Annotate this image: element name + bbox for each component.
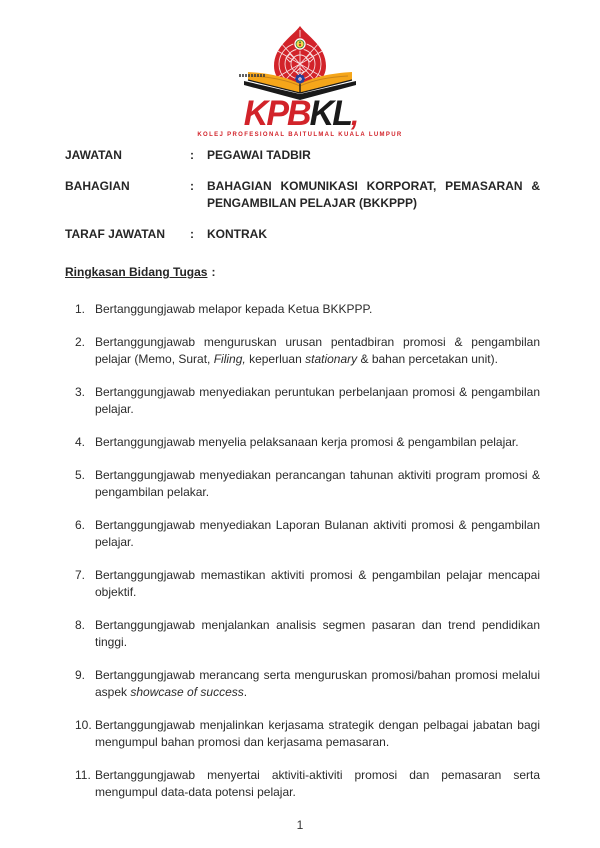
task-text: Bertanggungjawab menyediakan Laporan Bulanan aktiviti promosi & pengambilan pelajar. <box>95 518 540 549</box>
task-text: Bertanggungjawab menyertai aktiviti-aktiviti promosi dan pemasaran serta mengumpul data-data potensi pelajar. <box>95 768 540 799</box>
task-text: Bertanggungjawab menjalankan analisis segmen pasaran dan trend pendidikan tinggi. <box>95 618 540 649</box>
task-item <box>75 767 540 801</box>
logo <box>0 24 600 138</box>
section-heading-text: Ringkasan Bidang Tugas <box>65 265 208 279</box>
header-fields <box>65 147 540 243</box>
section-heading-colon: : <box>211 265 216 279</box>
task-text: Bertanggungjawab menyediakan peruntukan perbelanjaan promosi & pengambilan pelajar. <box>95 385 540 416</box>
field-separator: : <box>190 148 194 162</box>
task-item <box>75 334 540 368</box>
section-heading <box>65 264 540 281</box>
field-value: PEGAWAI TADBIR <box>207 148 311 162</box>
logo-wordmark <box>243 96 356 131</box>
field-label: BAHAGIAN <box>65 179 130 193</box>
task-text: Bertanggungjawab menjalinkan kerjasama strategik dengan pelbagai jabatan bagi mengumpul bahan promosi dan kerjasama pemasaran. <box>95 718 540 749</box>
task-text: Bertanggungjawab memastikan aktiviti promosi & pengambilan pelajar mencapai objektif. <box>95 568 540 599</box>
field-label: TARAF JAWATAN <box>65 227 165 241</box>
task-number: 9. <box>75 668 86 682</box>
task-number: 4. <box>75 435 86 449</box>
page-number: 1 <box>296 818 304 832</box>
wordmark-accent: , <box>350 99 357 132</box>
task-item <box>75 301 540 318</box>
task-item <box>75 517 540 551</box>
task-item <box>75 567 540 601</box>
field-taraf-jawatan <box>65 226 540 243</box>
field-separator: : <box>190 227 194 241</box>
task-number: 2. <box>75 335 86 349</box>
task-number: 7. <box>75 568 86 582</box>
task-item <box>75 384 540 418</box>
field-value: BAHAGIAN KOMUNIKASI KORPORAT, PEMASARAN & PENGAMBILAN PELAJAR (BKKPPP) <box>207 179 540 210</box>
logo-micro-text <box>239 74 265 77</box>
crest-icon <box>294 38 306 50</box>
task-number: 1. <box>75 302 86 316</box>
task-number: 3. <box>75 385 86 399</box>
task-text: Bertanggungjawab melapor kepada Ketua BKKPPP. <box>95 302 373 316</box>
task-list <box>75 301 540 801</box>
field-jawatan <box>65 147 540 164</box>
task-item <box>75 467 540 501</box>
field-bahagian <box>65 178 540 212</box>
logo-tagline: KOLEJ PROFESIONAL BAITULMAL KUALA LUMPUR <box>197 132 403 138</box>
task-number: 11. <box>75 768 91 782</box>
task-item <box>75 667 540 701</box>
task-text: Bertanggungjawab menyediakan perancangan tahunan aktiviti program promosi & pengambilan pelakar. <box>95 468 540 499</box>
task-item <box>75 434 540 451</box>
task-text: Bertanggungjawab menyelia pelaksanaan kerja promosi & pengambilan pelajar. <box>95 435 519 449</box>
task-number: 5. <box>75 468 86 482</box>
logo-emblem <box>240 24 360 102</box>
task-item <box>75 617 540 651</box>
task-number: 10. <box>75 718 92 732</box>
field-value: KONTRAK <box>207 227 267 241</box>
wordmark-kpb: KPB <box>243 94 310 133</box>
field-separator: : <box>190 179 194 193</box>
field-label: JAWATAN <box>65 148 122 162</box>
task-number: 6. <box>75 518 86 532</box>
task-text: Bertanggungjawab merancang serta menguruskan promosi/bahan promosi melalui aspek showcase of success. <box>95 668 540 699</box>
task-item <box>75 717 540 751</box>
wordmark-kl: KL <box>309 94 351 133</box>
task-number: 8. <box>75 618 86 632</box>
task-text: Bertanggungjawab menguruskan urusan pentadbiran promosi & pengambilan pelajar (Memo, Surat, Filing, keperluan stationary & bahan percetakan unit). <box>95 335 540 366</box>
